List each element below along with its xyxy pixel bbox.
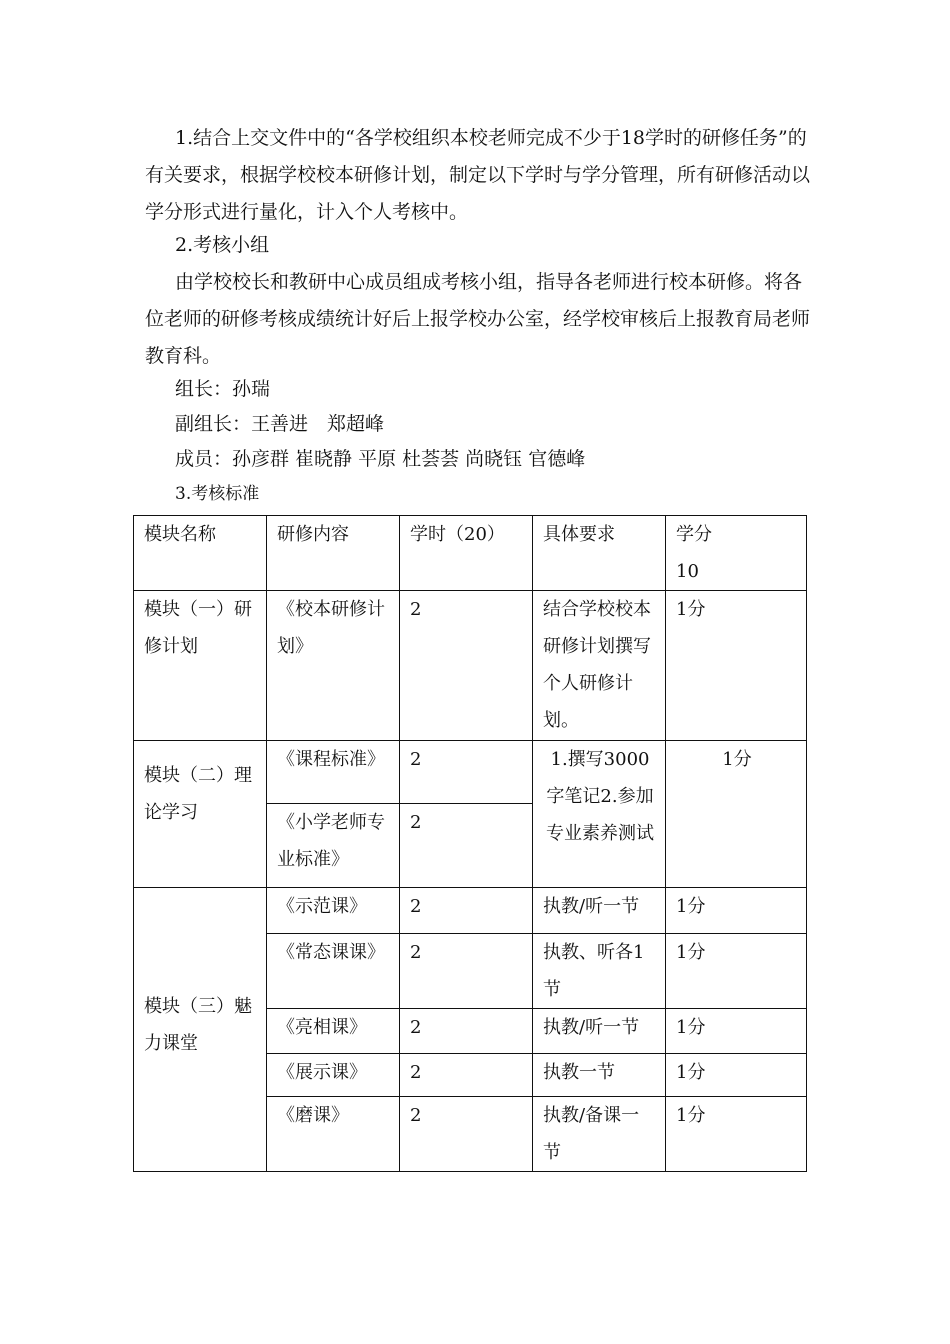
- module3-row-requirement: 执教一节: [533, 1054, 666, 1097]
- module2-requirement: 1.撰写3000字笔记2.参加专业素养测试: [533, 741, 666, 888]
- members-line: 成员：孙彦群 崔晓静 平原 杜荟荟 尚晓钰 官德峰: [175, 448, 586, 470]
- table-row: [134, 591, 807, 741]
- vice-leader-line: 副组长：王善进 郑超峰: [175, 413, 385, 435]
- header-requirement: 具体要求: [533, 516, 666, 591]
- module3-row-hours: 2: [400, 1009, 533, 1054]
- item1-paragraph: 1.结合上交文件中的“各学校组织本校老师完成不少于18学时的研修任务”的有关要求，根据学校校本研修计划，制定以下学时与学分管理，所有研修活动以学分形式进行量化，计入个人考核中。: [145, 127, 811, 223]
- module1-hours: 2: [400, 591, 533, 741]
- module3-row-credit: 1分: [666, 888, 807, 934]
- module2-credit: 1分: [666, 741, 807, 888]
- module3-row-requirement: 执教、听各1节: [533, 934, 666, 1009]
- module2-name: 模块（二）理论学习: [144, 765, 252, 823]
- module1-requirement: 结合学校校本研修计划撰写个人研修计划。: [533, 591, 666, 741]
- module2-name-cell: [134, 741, 267, 888]
- table-row: [134, 888, 807, 934]
- module1-name: 模块（一）研修计划: [134, 591, 267, 741]
- module3-row-credit: 1分: [666, 1054, 807, 1097]
- module2-row1-content: 《课程标准》: [267, 741, 400, 804]
- header-hours: 学时（20）: [400, 516, 533, 591]
- module2-row1-hours: 2: [400, 741, 533, 804]
- module3-row-content: 《磨课》: [267, 1097, 400, 1172]
- module3-row-requirement: 执教/听一节: [533, 888, 666, 934]
- module3-row-credit: 1分: [666, 1009, 807, 1054]
- module3-row-hours: 2: [400, 888, 533, 934]
- module3-row-credit: 1分: [666, 1097, 807, 1172]
- module3-row-requirement: 执教/听一节: [533, 1009, 666, 1054]
- header-credit-total: 10: [676, 561, 699, 582]
- table-row: [134, 741, 807, 804]
- item3-heading: 3.考核标准: [175, 484, 260, 504]
- header-module: 模块名称: [134, 516, 267, 591]
- module2-row2-content: 《小学老师专业标准》: [267, 804, 400, 888]
- header-content: 研修内容: [267, 516, 400, 591]
- module3-row-content: 《亮相课》: [267, 1009, 400, 1054]
- item2-heading: 2.考核小组: [175, 234, 270, 256]
- module3-row-hours: 2: [400, 1054, 533, 1097]
- assessment-table: [133, 515, 807, 1172]
- module2-row2-hours: 2: [400, 804, 533, 888]
- item2-paragraph: 由学校校长和教研中心成员组成考核小组，指导各老师进行校本研修。将各位老师的研修考核成绩统计好后上报学校办公室，经学校审核后上报教育局老师教育科。: [145, 271, 811, 367]
- header-credit-label: 学分: [676, 524, 712, 545]
- module3-row-credit: 1分: [666, 934, 807, 1009]
- module3-row-content: 《常态课课》: [267, 934, 400, 1009]
- module3-row-requirement: 执教/备课一节: [533, 1097, 666, 1172]
- module3-row-content: 《示范课》: [267, 888, 400, 934]
- module3-row-hours: 2: [400, 1097, 533, 1172]
- module1-credit: 1分: [666, 591, 807, 741]
- module3-row-content: 《展示课》: [267, 1054, 400, 1097]
- leader-line: 组长：孙瑞: [175, 378, 271, 400]
- module1-content: 《校本研修计划》: [267, 591, 400, 741]
- module3-name-cell: [134, 888, 267, 1172]
- table-header-row: [134, 516, 807, 591]
- module3-name: 模块（三）魅力课堂: [144, 996, 252, 1054]
- header-credit: [666, 516, 807, 591]
- module3-row-hours: 2: [400, 934, 533, 1009]
